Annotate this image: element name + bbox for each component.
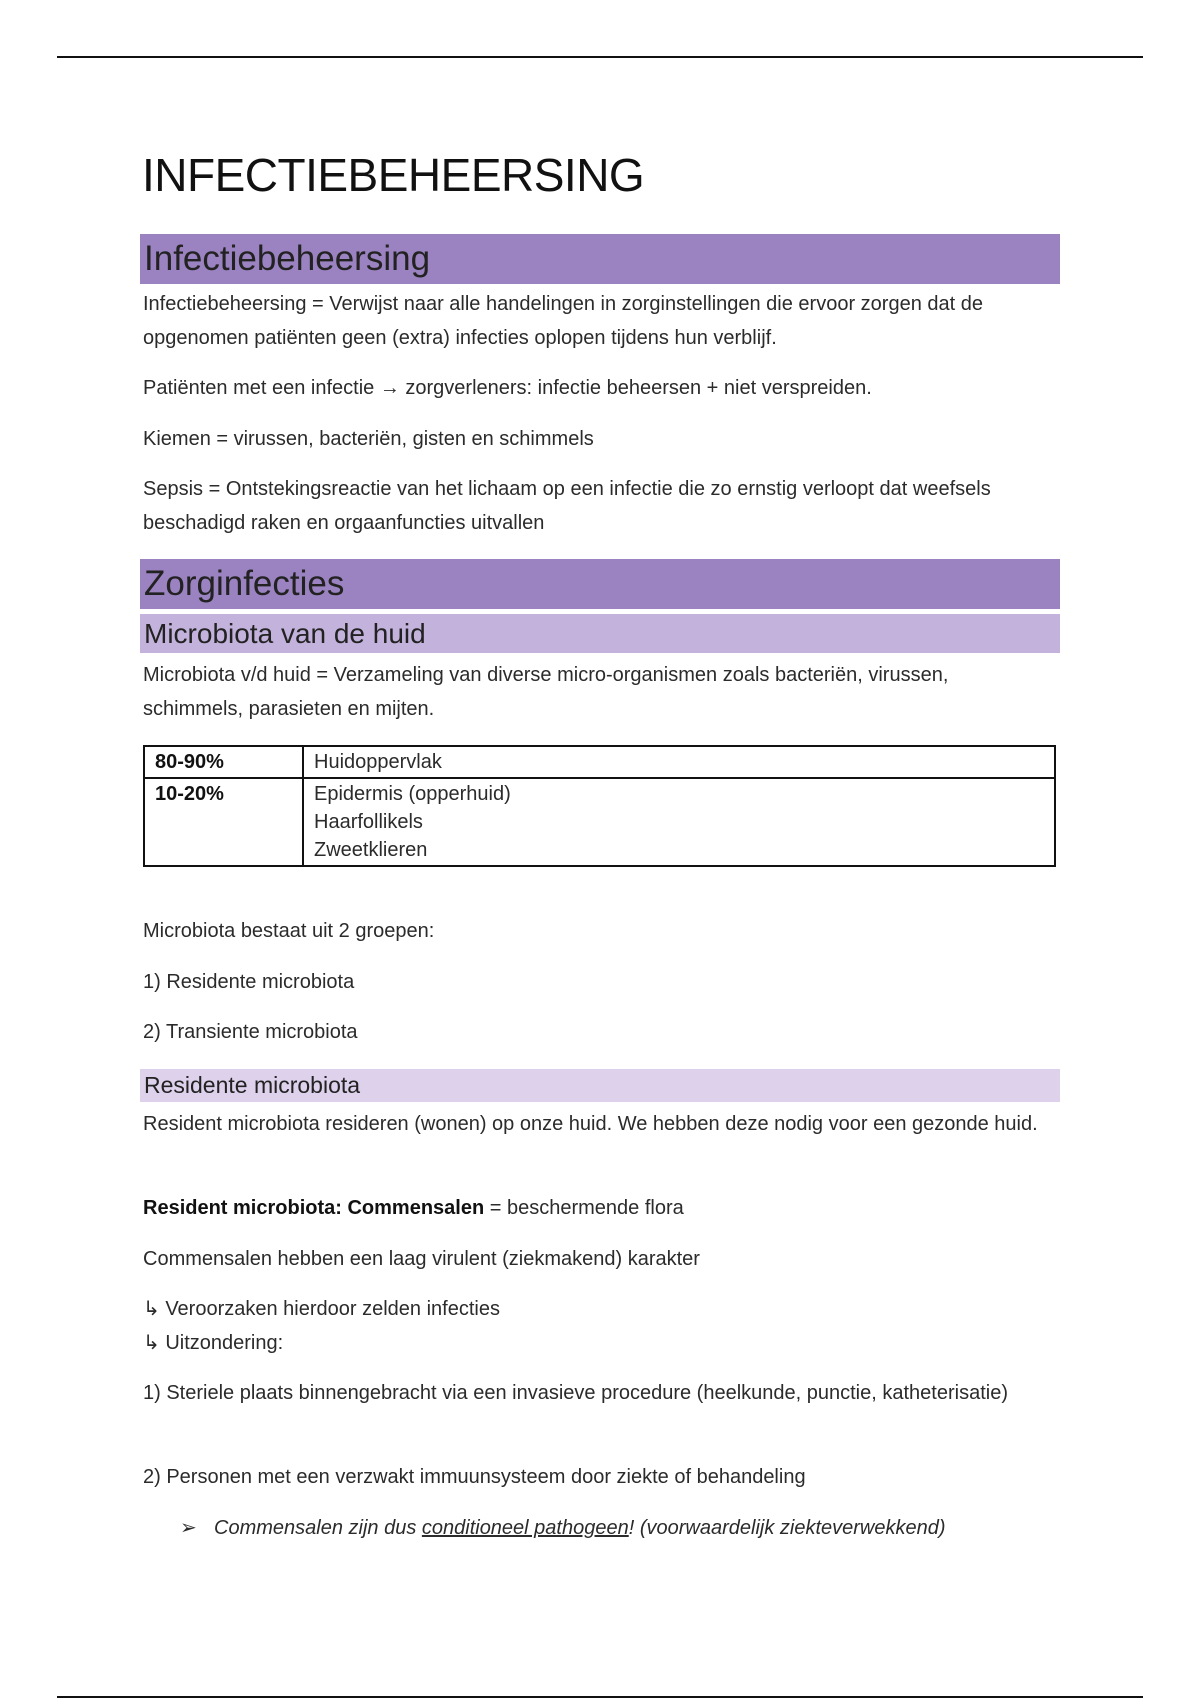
microbiota-table (143, 745, 1056, 867)
table-row (144, 778, 1055, 866)
paragraph-virulent: Commensalen hebben een laag virulent (ziekmakend) karakter (143, 1248, 700, 1270)
table-cell-line: Haarfollikels (314, 811, 423, 833)
paragraph-definition: Infectiebeheersing = Verwijst naar alle handelingen in zorginstellingen die ervoor zorgen dat de opgenomen patiënten geen (extra) infecties oplopen tijdens hun verblijf. (143, 293, 983, 349)
paragraph-commensalen (143, 1191, 1053, 1225)
arrow-line-zelden: ↳ Veroorzaken hierdoor zelden infecties (143, 1298, 500, 1320)
table-cell-value (303, 746, 1055, 778)
table-cell-line: Zweetklieren (314, 839, 428, 861)
top-rule (57, 56, 1143, 58)
list-item-transiente: 2) Transiente microbiota (143, 1021, 358, 1043)
table-cell-key: 10-20% (144, 778, 303, 866)
bullet-text-a: Commensalen zijn dus (214, 1517, 422, 1539)
paragraph-kiemen: Kiemen = virussen, bacteriën, gisten en schimmels (143, 428, 594, 450)
arrow-line-uitzondering: ↳ Uitzondering: (143, 1332, 284, 1354)
paragraph-groups-intro: Microbiota bestaat uit 2 groepen: (143, 920, 435, 942)
term-definition: = beschermende flora (484, 1197, 684, 1219)
paragraph-patients: Patiënten met een infectie → zorgverleners: infectie beheersen + niet verspreiden. (143, 377, 872, 399)
bullet-text-underlined: conditioneel pathogeen (421, 1517, 629, 1539)
heading-infectiebeheersing: Infectiebeheersing (140, 234, 1060, 284)
bullet-text-b: ! (voorwaardelijk ziekteverwekkend) (628, 1517, 946, 1539)
table-row (144, 746, 1055, 778)
document-title: INFECTIEBEHEERSING (142, 149, 645, 201)
table-cell-key: 80-90% (144, 746, 303, 778)
bold-term: Resident microbiota: Commensalen (143, 1197, 485, 1219)
table-cell-line: Huidoppervlak (314, 751, 442, 773)
arrow-bullet-icon: ➢ (180, 1517, 197, 1539)
bullet-conditioneel (180, 1511, 946, 1545)
paragraph-microbiota-definition: Microbiota v/d huid = Verzameling van diverse micro-organismen zoals bacteriën, virussen, schimmels, parasieten en mijten. (143, 664, 949, 720)
bottom-rule (57, 1696, 1143, 1698)
table-cell-line: Epidermis (opperhuid) (314, 783, 511, 805)
subheading-residente-microbiota: Residente microbiota (140, 1069, 1060, 1102)
subheading-microbiota-huid: Microbiota van de huid (140, 614, 1060, 653)
list-item-verzwakt-immuun: 2) Personen met een verzwakt immuunsysteem door ziekte of behandeling (143, 1466, 806, 1488)
table-cell-value (303, 778, 1055, 866)
list-item-steriele-plaats: 1) Steriele plaats binnengebracht via een invasieve procedure (heelkunde, punctie, katheterisatie) (143, 1382, 1008, 1404)
list-item-residente: 1) Residente microbiota (143, 971, 355, 993)
heading-zorginfecties: Zorginfecties (140, 559, 1060, 609)
paragraph-sepsis: Sepsis = Ontstekingsreactie van het lichaam op een infectie die zo ernstig verloopt dat weefsels beschadigd raken en orgaanfuncties uitvallen (143, 478, 991, 534)
paragraph-resident-definition: Resident microbiota resideren (wonen) op onze huid. We hebben deze nodig voor een gezonde huid. (143, 1113, 1038, 1135)
